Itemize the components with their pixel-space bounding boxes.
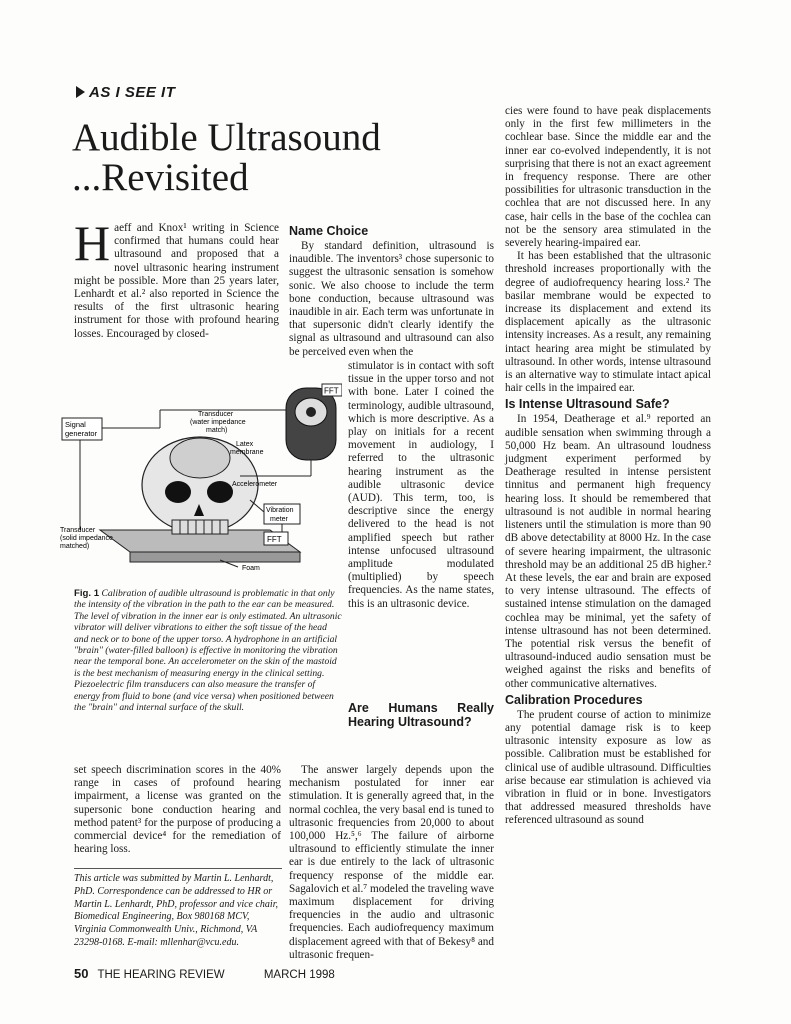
section-kicker	[76, 84, 175, 101]
col3-paragraph-4: The prudent course of action to minimize any potential damage risk is to keep ultrasonic intensity exposure as low as possible. Calibration must be established for clinical use of audible ultrasound. Difficulties arise because ear stimulation is achieved via vibration in fluid or in bone. Investigators that addressed measured thresholds have referenced ultrasound as sound	[505, 708, 711, 827]
label-generator: generator	[65, 429, 98, 438]
col3-paragraph-2: It has been established that the ultrasonic threshold increases proportionally with the degree of audiofrequency hearing loss.² The basilar membrane would be expected to increase its displacement and extend its displacement apically as the ultrasonic intensity increases. As a result, any remaining intact hearing area might be stimulated by ultrasound. In other words, intense ultrasound is an alternative way to stimulate intact apical hair cells in the impaired ear.	[505, 250, 711, 395]
article-title	[72, 118, 492, 198]
col3-paragraph-3: In 1954, Deatherage et al.⁹ reported an audible sensation when swimming through a 50,000 Hz beam. An ultrasound loudness judgment experiment performed by Deatherage resulted in intense persistent tinnitus and permanent high frequency hearing loss. It should be remembered that ultrasound is not audible in normal hearing listeners until the stimulation is more than 90 dB above detectability at 8000 Hz. In the case of severe hearing impairment, the ultrasonic threshold may be an additional 25 dB higher.² At these levels, the ear and brain are exposed to very intense ultrasound. The effects of sustained intense stimulation on the damaged cochlea may be minimal, yet the safety of intense ultrasound has not been determined. The potential risk versus the benefit of ultrasound-induced audio sensation must be weighed against the risks and benefits of other communicative alternatives.	[505, 413, 711, 690]
column-2-heading-block	[348, 699, 494, 731]
name-choice-continued: stimulator is in contact with soft tissue in the upper torso and not with bone. Later I coined the terminology, audible ultrasound, which is more descriptive. As a play on initials for a recent movement in audiology, I referred to the ultrasonic hearing instrument as the audible ultrasonic device (AUD). This term, too, is descriptive since the energy delivered to the head is not amplified speech but rather intense unfocused ultrasound amplitude modulated (multiplied) by speech frequencies. As the name states, this is an ultrasonic device.	[348, 360, 494, 610]
heading-ultrasound-safe: Is Intense Ultrasound Safe?	[505, 397, 670, 412]
title-line-2: ...Revisited	[72, 156, 249, 199]
title-line-1: Audible Ultrasound	[72, 116, 381, 159]
name-choice-paragraph: By standard definition, ultrasound is inaudible. The inventors³ chose supersonic to suggest the ultrasonic sensation is somehow sonic. We also choose to include the term bone conduction, because ultrasound was inaudible in air. Each term was unfortunate in that supersonic didn't clearly identify the signal as ultrasound and ultrasound can also be perceived even when the	[289, 240, 494, 358]
kicker-text: AS I SEE IT	[89, 84, 176, 101]
magazine-name: THE HEARING REVIEW	[97, 969, 225, 981]
column-2-bottom	[289, 764, 494, 962]
label-water-impedance: (water impedance	[190, 419, 246, 426]
column-1-top	[74, 215, 279, 341]
label-accelerometer: Accelerometer	[232, 481, 278, 488]
page-footer	[74, 966, 335, 981]
license-paragraph: set speech discrimination scores in the 40% range in cases of profound hearing impairment, a license was granted on the supersonic bone conduction hearing and method patent³ for the purpose of producing a commercial device⁴ for the remediation of hearing loss.	[74, 764, 281, 856]
triangle-icon	[76, 86, 85, 98]
column-2-top	[289, 222, 494, 359]
label-latex: Latex	[236, 441, 254, 448]
figure-number: Fig. 1	[74, 588, 100, 599]
heading-humans-hearing: Are Humans Really Hearing Ultrasound?	[348, 701, 494, 729]
label-membrane: membrane	[230, 449, 264, 456]
label-meter: meter	[270, 516, 288, 523]
label-match: match)	[206, 427, 228, 434]
heading-calibration: Calibration Procedures	[505, 692, 643, 707]
humans-hearing-paragraph: The answer largely depends upon the mechanism postulated for inner ear stimulation. It is generally agreed that, in the normal cochlea, the very basal end is tuned to ultrasonic frequencies from 20,000 to about 100,000 Hz.⁵,⁶ The failure of airborne ultrasound to efficiently stimulate the inner ear is due entirely to the lack of ultrasonic frequency response of the middle ear. Sagalovich et al.⁷ modeled the traveling wave maximum displacement for driving frequencies in the audio and ultrasonic frequencies. Each audiofrequency maximum displacement agreed with that of Bekesy⁸ and ultrasonic frequen-	[289, 764, 494, 961]
label-foam: Foam	[242, 565, 260, 572]
figure-caption	[74, 588, 342, 713]
column-1-bottom	[74, 764, 281, 856]
label-vibration: Vibration	[266, 507, 294, 514]
fft-label-mid: FFT	[267, 535, 282, 544]
fft-label-top: FFT	[324, 386, 339, 396]
intro-paragraph: aeff and Knox¹ writing in Science confirmed that humans could hear ultrasound and proposed that a novel ultrasonic hearing instrument might be possible. More than 25 years later, Lenhardt et al.² also reported in Science the results of the first ultrasonic hearing instrument for those with profound hearing losses. Encouraged by closed-	[74, 222, 279, 340]
heading-name-choice: Name Choice	[289, 224, 369, 238]
label-solid-impedance: (solid impedance	[60, 535, 113, 542]
caption-text: Calibration of audible ultrasound is problematic in that only the intensity of the vibration in the path to the ear can be measured. The level of vibration in the inner ear is only estimated. An ultrasonic vibrator will deliver vibrations to either the soft tissue of the head and neck or to bone of the upper torso. A hydrophone in an artificial "brain" (water-filled balloon) is effective in monitoring the vibration near the temporal bone. An accelerometer on the skin of the mastoid is the best mechanism of measuring energy in the clinical setting. Piezoelectric film transducers can also measure the transfer of energy from fluid to bone (and vice versa) when positioned between the "brain" and internal surface of the skull.	[74, 588, 342, 714]
figure-calibration-diagram	[60, 380, 342, 585]
drop-cap: H	[74, 215, 111, 271]
label-transducer-top: Transducer	[198, 411, 234, 418]
issue-date: MARCH 1998	[263, 969, 335, 981]
label-signal: Signal	[65, 420, 86, 429]
column-3	[505, 105, 711, 828]
page-number: 50	[74, 966, 89, 981]
submission-note: This article was submitted by Martin L. Lenhardt, PhD. Correspondence can be addressed to HR or Martin L. Lenhardt, PhD, professor and vice chair, Biomedical Engineering, Box 980168 MCV, Virginia Commonwealth Univ., Richmond, VA 23298-0168. E-mail: mllenhar@vcu.edu.	[74, 868, 282, 950]
column-2-narrow	[348, 360, 494, 611]
label-transducer-left: Transducer	[60, 527, 96, 534]
label-matched: matched)	[60, 543, 90, 550]
water-balloon	[170, 438, 230, 478]
col3-paragraph-1: cies were found to have peak displacements only in the first few millimeters in the cochlear base. Since the middle ear and the inner ear co-evolved independently, it is not surprising that there is not an exact agreement in frequency response. There are other possibilities for ultrasonic transduction in the cochlea that are not discussed here. In any case, hair cells in the base of the cochlea can not be the sensory area stimulated in the severely hearing-impaired ear.	[505, 105, 711, 250]
